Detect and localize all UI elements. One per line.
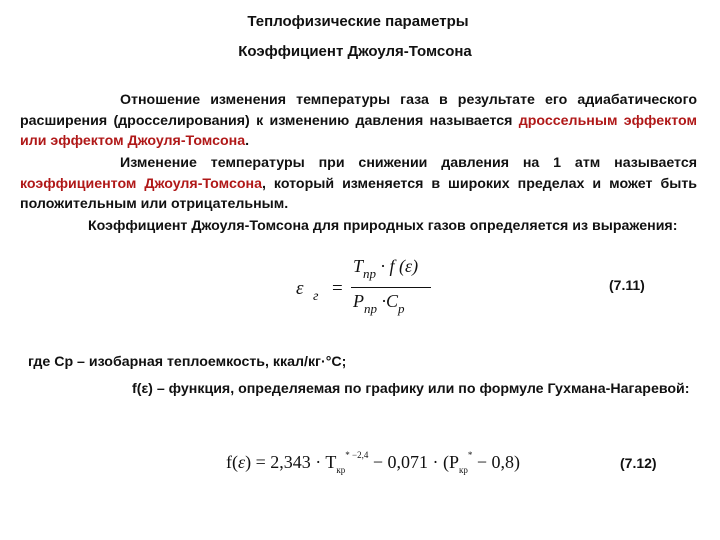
paragraph-end: . — [245, 133, 250, 150]
formula2-mid: ) = 2,343 · T — [245, 452, 337, 472]
paragraph-end: , который изменяется в широких пределах и может быть положительным или отрицательным. — [20, 175, 697, 213]
numerator-T: T — [353, 256, 364, 276]
formula-numerator — [353, 256, 419, 281]
paragraph-text: Отношение изменения температуры газа в результате его адиабатического расширения (дросселирования) к изменению давления называется — [20, 92, 697, 129]
formula2-epsilon: ε — [238, 452, 246, 472]
highlighted-term: дроссельным эффектом или эффектом Джоуля-Томсона — [20, 112, 697, 150]
fraction-bar — [351, 287, 431, 288]
paragraph-coefficient — [20, 153, 697, 215]
formula2-sub2: кр — [459, 465, 468, 475]
formula2-sub1: кр — [336, 465, 346, 475]
where-function-line: f(ε) – функция, определяемая по графику или по формуле Гухмана-Нагаревой: — [132, 381, 690, 397]
formula-denominator — [353, 291, 405, 316]
formula-7-11 — [296, 256, 446, 326]
formula2-start: f( — [226, 452, 238, 472]
equation-number-7-11: (7.11) — [609, 277, 645, 293]
highlighted-term: коэффициентом Джоуля-Томсона — [20, 175, 262, 192]
formula-7-12 — [226, 452, 520, 473]
denominator-C-subscript: р — [398, 301, 405, 316]
denominator-P: P — [353, 291, 364, 311]
numerator-rest: · f (ε) — [380, 256, 419, 276]
page-title: Теплофизические параметры — [247, 13, 469, 30]
formula-lhs-subscript: г — [313, 289, 319, 304]
where-cp-line: где Ср – изобарная теплоемкость, ккал/кг·°С; — [28, 354, 347, 370]
paragraph-expression-intro — [20, 216, 697, 237]
denominator-C: ·C — [381, 291, 399, 311]
page-subtitle: Коэффициент Джоуля-Томсона — [238, 43, 472, 60]
paragraph-text: Изменение температуры при снижении давления на 1 атм называется — [120, 155, 697, 171]
numerator-subscript: пр — [363, 266, 377, 281]
paragraph-definition — [20, 90, 697, 152]
paragraph-text: Коэффициент Джоуля-Томсона для природных газов определяется из выражения: — [88, 218, 678, 234]
formula2-sup2: * — [467, 450, 473, 460]
formula-lhs: ε — [296, 278, 304, 299]
formula-equals: = — [332, 278, 343, 299]
denominator-subscript: пр — [364, 301, 377, 316]
formula2-mid2: − 0,071 · (P — [368, 452, 460, 472]
equation-number-7-12: (7.12) — [620, 455, 657, 471]
formula2-end: − 0,8) — [472, 452, 521, 472]
formula2-sup1: * −2,4 — [345, 450, 369, 460]
